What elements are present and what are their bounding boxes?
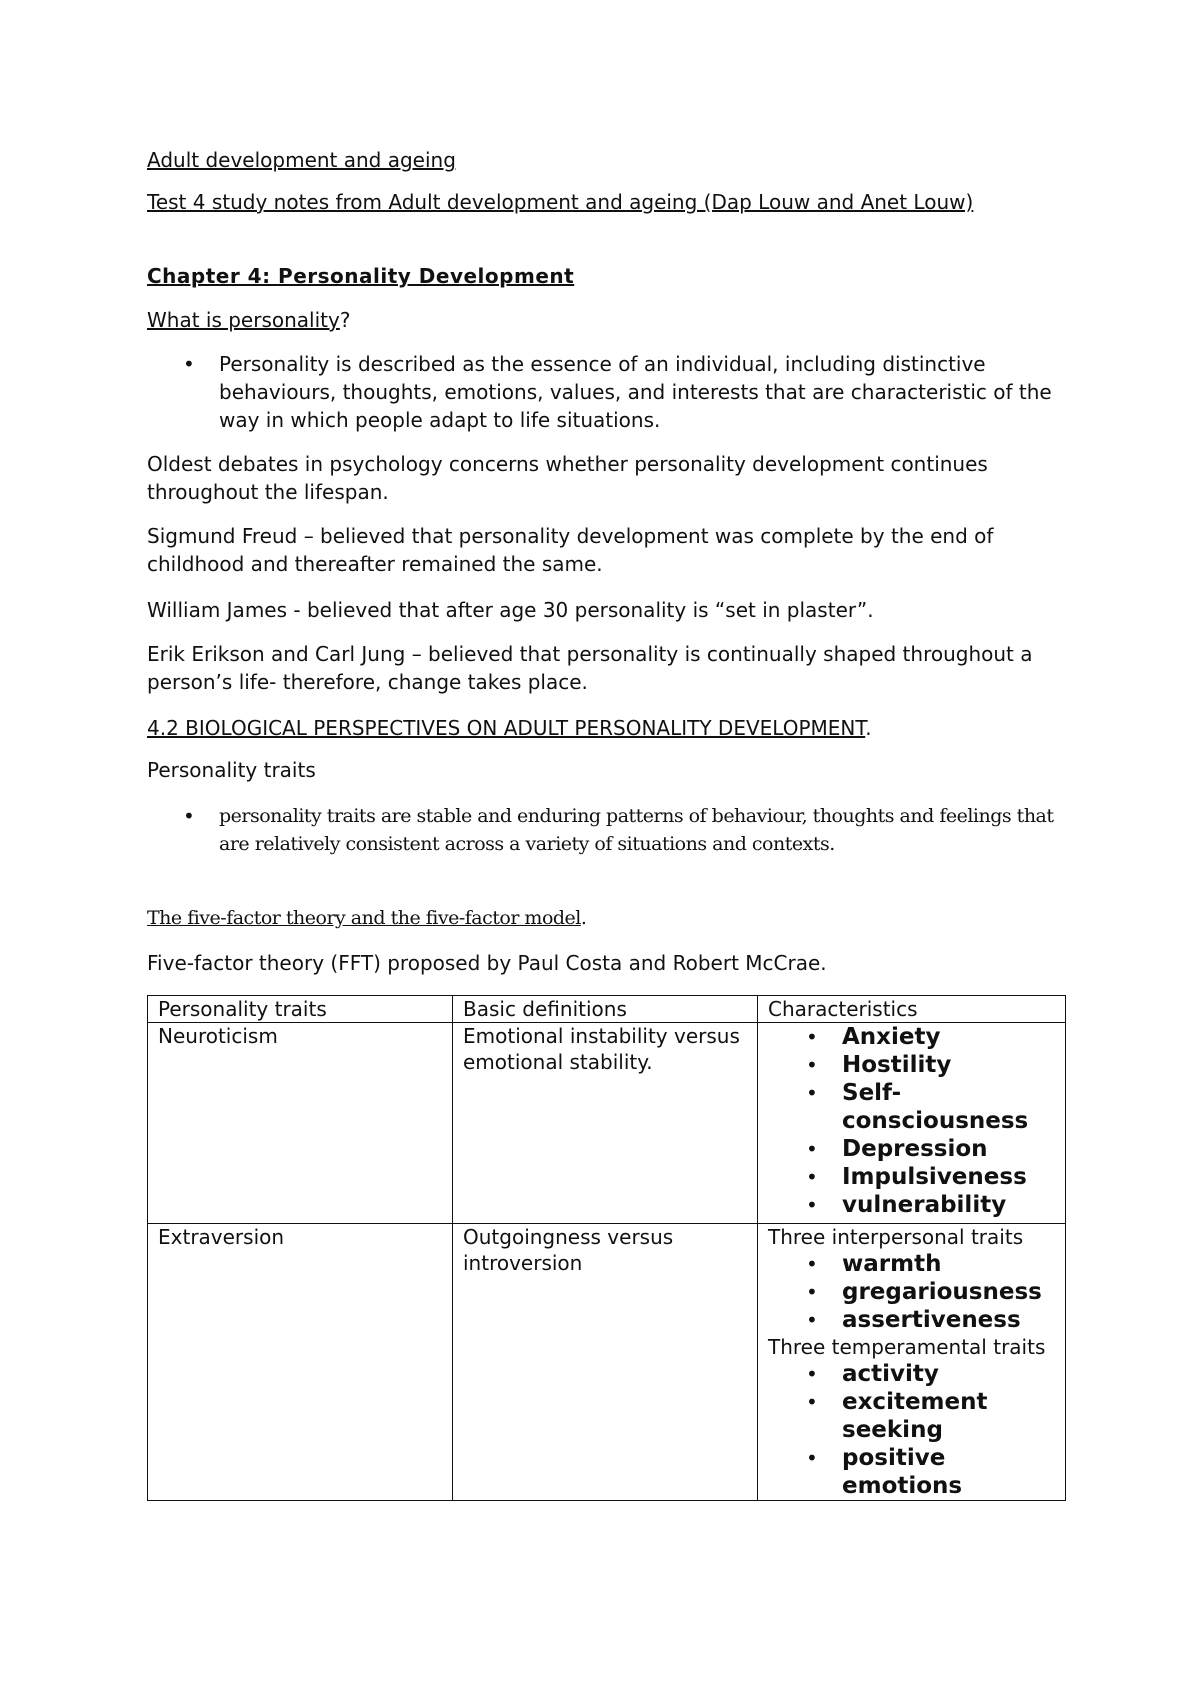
characteristics-cell: [758, 1023, 1066, 1224]
personality-traits-label: Personality traits: [147, 758, 316, 782]
list-item: [768, 1388, 1055, 1444]
section-heading-period: .: [865, 716, 872, 740]
traits-bullets: [147, 802, 1067, 858]
characteristics-cell: [758, 1224, 1066, 1501]
bullet-marker: •: [183, 352, 195, 376]
section-heading: 4.2 BIOLOGICAL PERSPECTIVES ON ADULT PERSONALITY DEVELOPMENT: [147, 716, 866, 740]
paragraph-oldest-debates: Oldest debates in psychology concerns whether personality development continues throughout the lifespan.: [147, 452, 988, 504]
characteristic-text: assertiveness: [842, 1307, 1021, 1333]
bullet-marker: •: [806, 1081, 818, 1105]
list-item: [768, 1306, 1055, 1334]
bullet-text: Personality is described as the essence of an individual, including distinctive behaviours, thoughts, emotions, values, and interests that are characteristic of the way in which people adapt to life situations.: [219, 352, 1052, 432]
characteristics-list: [768, 1023, 1055, 1219]
question-text: What is personality: [147, 308, 340, 332]
fft-heading: The five-factor theory and the five-factor model: [147, 907, 581, 929]
bullet-marker: •: [806, 1446, 818, 1470]
bullet-marker: •: [806, 1193, 818, 1217]
chapter-heading: Chapter 4: Personality Development: [147, 264, 575, 288]
list-item: [768, 1360, 1055, 1388]
table-row: [148, 1023, 1066, 1224]
trait-cell: Extraversion: [148, 1224, 453, 1501]
header-cell: Characteristics: [758, 996, 1066, 1023]
fft-heading-line: [147, 904, 1067, 932]
fft-heading-period: .: [580, 907, 587, 929]
characteristic-text: Self-consciousness: [842, 1080, 1029, 1134]
bullet-marker: •: [806, 1390, 818, 1414]
characteristic-text: Hostility: [842, 1052, 952, 1078]
question-heading: [147, 306, 1067, 334]
paragraph-james: William James - believed that after age 30 personality is “set in plaster”.: [147, 598, 874, 622]
five-factor-table: [147, 995, 1066, 1501]
bullet-marker: •: [806, 1308, 818, 1332]
interpersonal-list: [768, 1250, 1055, 1334]
trait-cell: Neuroticism: [148, 1023, 453, 1224]
definition-cell: Outgoingness versus introversion: [453, 1224, 758, 1501]
paragraph-freud: Sigmund Freud – believed that personality development was complete by the end of childhood and thereafter remained the same.: [147, 524, 994, 576]
list-item: [768, 1191, 1055, 1219]
list-item: [768, 1250, 1055, 1278]
bullet-marker: •: [806, 1137, 818, 1161]
bullet-marker: •: [806, 1053, 818, 1077]
header-cell: Basic definitions: [453, 996, 758, 1023]
bullet-marker: •: [806, 1165, 818, 1189]
bullet-text: personality traits are stable and enduring patterns of behaviour, thoughts and feelings that are relatively consistent across a variety of situations and contexts.: [219, 805, 1054, 855]
characteristic-text: Anxiety: [842, 1024, 941, 1050]
interpersonal-label: Three interpersonal traits: [768, 1225, 1024, 1249]
list-item: [768, 1051, 1055, 1079]
bullet-marker: •: [183, 804, 195, 828]
table-header-row: [148, 996, 1066, 1023]
characteristic-text: gregariousness: [842, 1279, 1042, 1305]
characteristic-text: vulnerability: [842, 1192, 1007, 1218]
characteristic-text: activity: [842, 1361, 939, 1387]
list-item: [768, 1444, 1055, 1500]
list-item: [768, 1163, 1055, 1191]
question-mark: ?: [339, 308, 351, 332]
list-item: [768, 1079, 1055, 1135]
list-item: [147, 350, 1067, 434]
personality-bullets: [147, 350, 1067, 434]
list-item: [147, 802, 1067, 858]
doc-title: Adult development and ageing: [147, 148, 456, 172]
doc-subtitle: Test 4 study notes from Adult development and ageing (Dap Louw and Anet Louw): [147, 190, 974, 214]
characteristic-text: excitement seeking: [842, 1389, 988, 1443]
bullet-marker: •: [806, 1362, 818, 1386]
list-item: [768, 1278, 1055, 1306]
table-row: [148, 1224, 1066, 1501]
fft-intro: Five-factor theory (FFT) proposed by Paul Costa and Robert McCrae.: [147, 951, 827, 975]
bullet-marker: •: [806, 1252, 818, 1276]
bullet-marker: •: [806, 1280, 818, 1304]
section-heading-line: [147, 714, 1067, 742]
characteristic-text: Depression: [842, 1136, 988, 1162]
list-item: [768, 1023, 1055, 1051]
header-cell: Personality traits: [148, 996, 453, 1023]
bullet-marker: •: [806, 1025, 818, 1049]
temperamental-list: [768, 1360, 1055, 1500]
list-item: [768, 1135, 1055, 1163]
paragraph-erikson-jung: Erik Erikson and Carl Jung – believed that personality is continually shaped throughout a person’s life- therefore, change takes place.: [147, 642, 1033, 694]
characteristic-text: warmth: [842, 1251, 942, 1277]
temperamental-label: Three temperamental traits: [768, 1335, 1046, 1359]
definition-cell: Emotional instability versus emotional stability.: [453, 1023, 758, 1224]
characteristic-text: positive emotions: [842, 1445, 963, 1499]
characteristic-text: Impulsiveness: [842, 1164, 1027, 1190]
